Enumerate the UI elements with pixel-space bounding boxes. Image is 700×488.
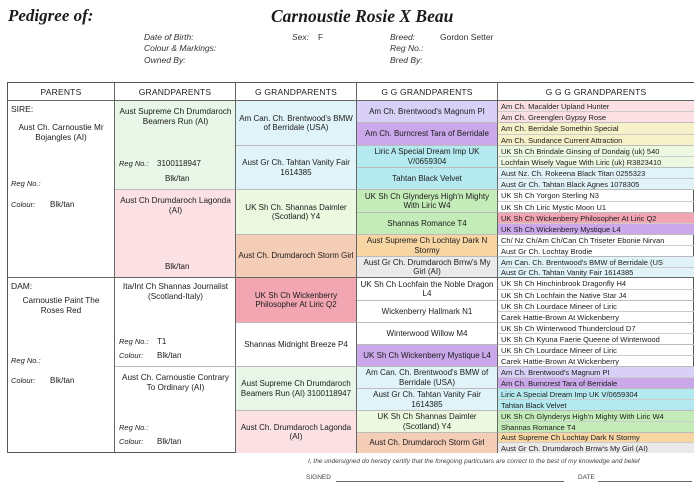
sire-reg-label: Reg No.: bbox=[11, 179, 41, 188]
owned-label: Owned By: bbox=[144, 55, 186, 65]
dob-label: Date of Birth: bbox=[144, 32, 194, 42]
signed-label: SIGNED bbox=[306, 474, 331, 481]
ggg-grandparent-2: Am Ch. Greenglen Gypsy Rose bbox=[498, 112, 694, 123]
dam-colour-label: Colour: bbox=[11, 376, 36, 385]
ggg-grandparent-14: Aust Gr Ch. Lochtay Brodie bbox=[498, 246, 694, 257]
g-grandparent-1: Am Can. Ch. Brentwood's BMW of Berridale (USA) bbox=[236, 101, 357, 146]
sire-cell bbox=[8, 101, 115, 278]
certification-text: I, the undersigned do hereby certify that the foregoing particulars are correct to the best of my knowledge and belief bbox=[308, 458, 640, 465]
ggg-grandparent-19: UK Sh Ch Lourdace Mineer of Liric bbox=[498, 301, 694, 312]
grandparent-2-name: Aust Ch Drumdaroch Lagonda (AI) bbox=[120, 196, 231, 215]
breed-value: Gordon Setter bbox=[440, 32, 494, 42]
gg-grandparent-9: UK Sh Ch Lochfain the Noble Dragon L4 bbox=[357, 278, 498, 301]
ggg-grandparent-5: UK Sh Ch Brindale Ginsing of Dondaig (uk) 540 bbox=[498, 146, 694, 157]
ggg-grandparent-28: Tahtan Black Velvet bbox=[498, 400, 694, 411]
g-grandparent-7: Aust Supreme Ch Drumdaroch Beamers Run (AI) 3100118947 bbox=[236, 367, 357, 411]
ggg-grandparent-26: Am Ch. Burncrest Tara of Berridale bbox=[498, 378, 694, 389]
col-header-grandparents: GRANDPARENTS bbox=[115, 83, 236, 101]
ggg-grandparent-30: Shannas Romance T4 bbox=[498, 422, 694, 433]
grandparent-1-colour: Blk/tan bbox=[165, 174, 190, 183]
breed-label: Breed: bbox=[390, 32, 416, 42]
grandparent-4-colour: Blk/tan bbox=[157, 437, 182, 446]
g-grandparent-4: Aust Ch. Drumdaroch Storm Girl bbox=[236, 235, 357, 278]
gg-grandparent-13: Am Can. Ch. Brentwood's BMW of Berridale (USA) bbox=[357, 367, 498, 389]
dog-name-title: Carnoustie Rosie X Beau bbox=[271, 6, 454, 26]
grandparent-1-name: Aust Supreme Ch Drumdaroch Beamers Run (AI) bbox=[119, 107, 232, 126]
gg-grandparent-5: UK Sh Ch Glynderys High'n Mighty With Liric W4 bbox=[357, 190, 498, 213]
gg-grandparent-3: Liric A Special Dream Imp UK V/0659304 bbox=[357, 146, 498, 168]
grandparent-3-reg-label: Reg No.: bbox=[119, 337, 149, 346]
grandparent-2 bbox=[115, 190, 236, 278]
ggg-grandparent-32: Aust Gr Ch. Drumdaroch Brnw's My Girl (AI) bbox=[498, 443, 694, 453]
sex-label: Sex: bbox=[292, 32, 310, 42]
grandparent-4 bbox=[115, 367, 236, 453]
col-header-gg-grandparents: G G GRANDPARENTS bbox=[357, 83, 498, 101]
dam-role: DAM: bbox=[11, 281, 33, 291]
grandparent-3-name: Ita/Int Ch Shannas Journalist (Scotland-Italy) bbox=[122, 282, 229, 301]
dam-colour: Blk/tan bbox=[50, 376, 75, 385]
g-grandparent-5: UK Sh Ch Wickenberry Philosopher At Liric Q2 bbox=[236, 278, 357, 323]
ggg-grandparent-21: UK Sh Ch Winterwood Thundercloud D7 bbox=[498, 323, 694, 334]
g-grandparent-8: Aust Ch. Drumdaroch Lagonda (AI) bbox=[236, 411, 357, 453]
sire-colour: Blk/tan bbox=[50, 200, 75, 209]
dam-cell bbox=[8, 278, 115, 453]
ggg-grandparent-1: Am Ch. Macalder Upland Hunter bbox=[498, 101, 694, 112]
ggg-grandparent-12: UK Sh Ch Wickenberry Mystique L4 bbox=[498, 224, 694, 235]
sire-role: SIRE: bbox=[11, 104, 34, 114]
grandparent-4-name: Aust Ch. Carnoustie Contrary To Ordinary (AI) bbox=[122, 373, 229, 392]
grandparent-4-colour-label: Colour: bbox=[119, 437, 144, 446]
ggg-grandparent-25: Am Ch. Brentwood's Magnum PI bbox=[498, 367, 694, 378]
ggg-grandparent-22: UK Sh Ch Kyuna Faerie Queene of Winterwood bbox=[498, 334, 694, 345]
grandparent-3-colour: Blk/tan bbox=[157, 351, 182, 360]
g-grandparent-2: Aust Gr Ch. Tahtan Vanity Fair 1614385 bbox=[236, 146, 357, 190]
date-line bbox=[598, 481, 692, 482]
gg-grandparent-12: UK Sh Ch Wickenberry Mystique L4 bbox=[357, 345, 498, 367]
grandparent-1-reg-label: Reg No.: bbox=[119, 159, 149, 168]
ggg-grandparent-8: Aust Gr Ch. Tahtan Black Agnes 1078305 bbox=[498, 179, 694, 190]
ggg-grandparent-24: Carek Hattie-Brown At Wickenberry bbox=[498, 356, 694, 367]
ggg-grandparent-6: Lochfain Wisely Vague With Liric (uk) R3823410 bbox=[498, 157, 694, 168]
ggg-grandparent-10: UK Sh Ch Liric Mystic Moon U1 bbox=[498, 202, 694, 213]
signature-line bbox=[336, 481, 564, 482]
pedigree-label: Pedigree of: bbox=[8, 6, 94, 25]
gg-grandparent-10: Wickenberry Hallmark N1 bbox=[357, 301, 498, 323]
dam-reg-label: Reg No.: bbox=[11, 356, 41, 365]
ggg-grandparent-15: Am Can. Ch. Brentwood's BMW of Berridale (US bbox=[498, 257, 694, 268]
gg-grandparent-1: Am Ch. Brentwood's Magnum PI bbox=[357, 101, 498, 123]
gg-grandparent-2: Am Ch. Burncrest Tara of Berridale bbox=[357, 123, 498, 146]
ggg-grandparent-7: Aust Nz. Ch. Rokeena Black Titan 0255323 bbox=[498, 168, 694, 179]
ggg-grandparent-20: Carek Hattie-Brown At Wickenberry bbox=[498, 312, 694, 323]
date-label: DATE bbox=[578, 474, 595, 481]
g-grandparent-3: UK Sh Ch. Shannas Daimler (Scotland) Y4 bbox=[236, 190, 357, 235]
sex-value: F bbox=[318, 32, 324, 42]
grandparent-3-colour-label: Colour: bbox=[119, 351, 144, 360]
sire-name: Aust Ch. Carnoustie Mr Bojangles (AI) bbox=[18, 123, 104, 142]
gg-grandparent-4: Tahtan Black Velvet bbox=[357, 168, 498, 190]
gg-grandparent-16: Aust Ch. Drumdaroch Storm Girl bbox=[357, 433, 498, 453]
gg-grandparent-7: Aust Supreme Ch Lochtay Dark N Stormy bbox=[357, 235, 498, 257]
ggg-grandparent-11: UK Sh Ch Wickenberry Philosopher At Liric Q2 bbox=[498, 213, 694, 224]
gg-grandparent-14: Aust Gr Ch. Tahtan Vanity Fair 1614385 bbox=[357, 389, 498, 411]
ggg-grandparent-13: Ch/ Nz Ch/Am Ch/Can Ch Triseter Ebonie Nirvan bbox=[498, 235, 694, 246]
ggg-grandparent-16: Aust Gr Ch. Tahtan Vanity Fair 1614385 bbox=[498, 268, 694, 278]
col-header-parents: PARENTS bbox=[8, 83, 115, 101]
ggg-grandparent-23: UK Sh Ch Lourdace Mineer of Liric bbox=[498, 345, 694, 356]
col-header-g-grandparents: G GRANDPARENTS bbox=[236, 83, 357, 101]
sire-colour-label: Colour: bbox=[11, 200, 36, 209]
ggg-grandparent-17: UK Sh Ch Hinchinbrook Dragonfly H4 bbox=[498, 278, 694, 290]
ggg-grandparent-18: UK Sh Ch Lochfain the Native Star J4 bbox=[498, 290, 694, 301]
ggg-grandparent-3: Am Ch. Berridale Somethin Special bbox=[498, 123, 694, 135]
grandparent-3-reg: T1 bbox=[157, 337, 167, 346]
gg-grandparent-6: Shannas Romance T4 bbox=[357, 213, 498, 235]
grandparent-3 bbox=[115, 278, 236, 367]
gg-grandparent-15: UK Sh Ch Shannas Daimler (Scotland) Y4 bbox=[357, 411, 498, 433]
regno-label: Reg No.: bbox=[390, 43, 424, 53]
ggg-grandparent-27: Liric A Special Dream Imp UK V/0659304 bbox=[498, 389, 694, 400]
grandparent-4-reg-label: Reg No.: bbox=[119, 423, 149, 432]
ggg-grandparent-29: UK Sh Ch Glynderys High'n Mighty With Liric W4 bbox=[498, 411, 694, 422]
grandparent-1 bbox=[115, 101, 236, 190]
colour-label: Colour & Markings: bbox=[144, 43, 217, 53]
ggg-grandparent-9: UK Sh Ch Yorgon Sterling N3 bbox=[498, 190, 694, 202]
g-grandparent-6: Shannas Midnight Breeze P4 bbox=[236, 323, 357, 367]
dam-name: Carnoustie Paint The Roses Red bbox=[22, 296, 100, 315]
ggg-grandparent-31: Aust Supreme Ch Lochtay Dark N Stormy bbox=[498, 433, 694, 443]
bredby-label: Bred By: bbox=[390, 55, 423, 65]
gg-grandparent-8: Aust Gr Ch. Drumdaroch Brnw's My Girl (AI) bbox=[357, 257, 498, 278]
pedigree-table bbox=[7, 82, 694, 453]
gg-grandparent-11: Winterwood Willow M4 bbox=[357, 323, 498, 345]
grandparent-2-colour: Blk/tan bbox=[165, 262, 190, 271]
grandparent-1-reg: 3100118947 bbox=[157, 159, 201, 168]
col-header-ggg-grandparents: G G G GRANDPARENTS bbox=[498, 83, 694, 101]
ggg-grandparent-4: Am Ch. Sundance Current Attraction bbox=[498, 135, 694, 146]
